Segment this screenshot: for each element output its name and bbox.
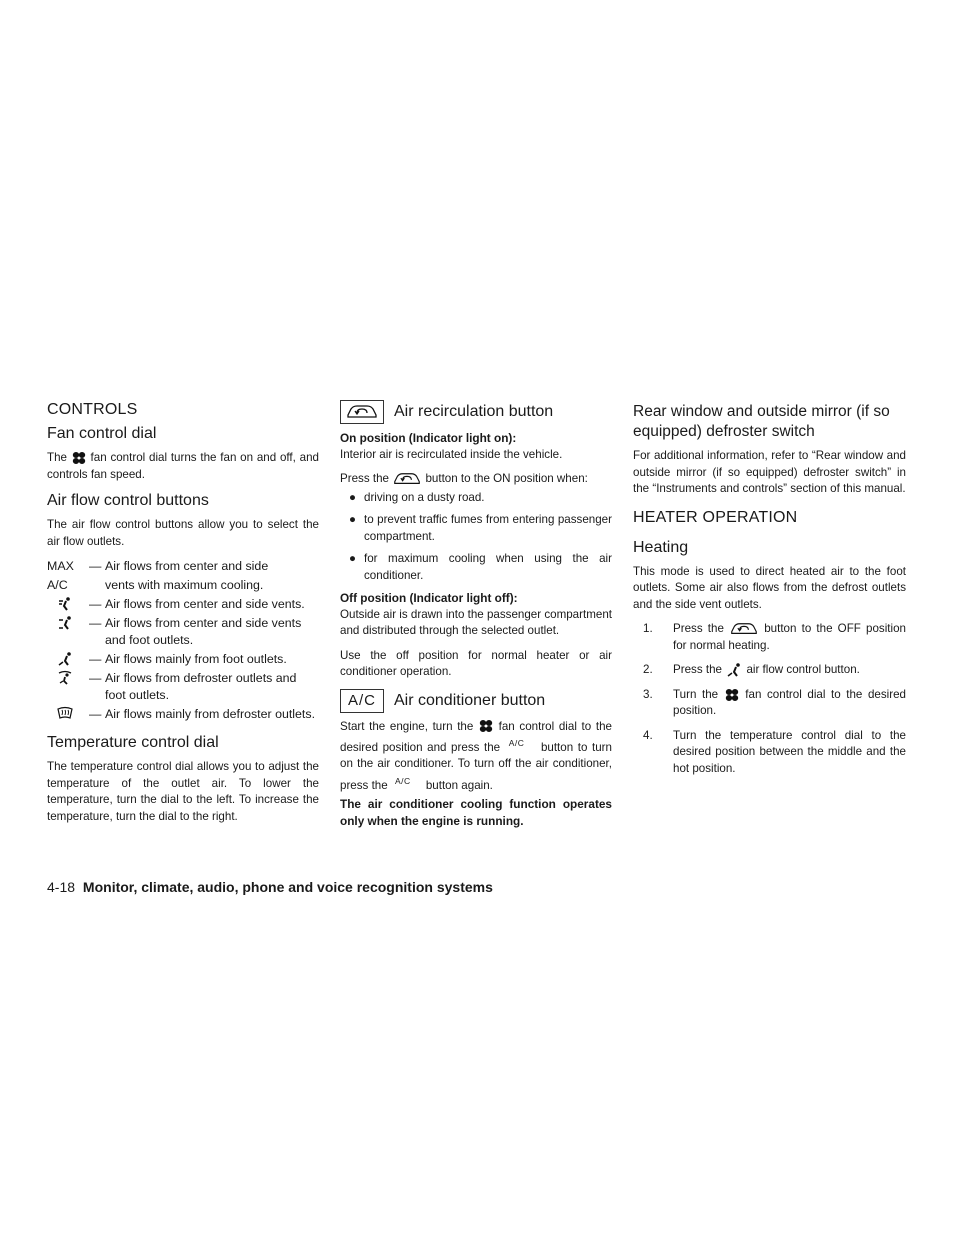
defroster-icon xyxy=(47,706,89,723)
section-title-controls: CONTROLS xyxy=(47,401,138,418)
step-text-a: Press the xyxy=(673,663,722,677)
on-position-text: Interior air is recirculated inside the vehicle. xyxy=(340,447,563,461)
airflow-text: Air flows from defroster outlets and foot outlets. xyxy=(105,671,297,702)
recirculation-icon xyxy=(729,622,759,636)
page-number: 4-18 xyxy=(47,879,76,895)
airflow-row-ac xyxy=(47,577,319,594)
airflow-row-foot xyxy=(47,651,319,668)
ac-box-label: A/C xyxy=(347,692,376,709)
step-text-b: button to the OFF position for normal heating. xyxy=(673,622,906,652)
step-number: 3. xyxy=(643,687,653,701)
fan-paragraph xyxy=(47,450,319,483)
airflow-list xyxy=(47,558,319,723)
airflow-key-max: MAX xyxy=(47,559,74,573)
bullet: ● xyxy=(348,552,356,565)
airflow-text: vents with maximum cooling. xyxy=(105,578,264,592)
ac-icon-box xyxy=(340,689,384,713)
airflow-text: Air flows from center and side vents and foot outlets. xyxy=(105,616,302,647)
vent-foot-icon xyxy=(47,651,89,668)
rear-defroster-text: For additional information, refer to “Rear window and outside mirror (if so equipped) defroster switch” in the “Instruments and controls” section of this manual. xyxy=(633,449,906,495)
chapter-title: Monitor, climate, audio, phone and voice recognition systems xyxy=(82,879,493,895)
fan-text-a: The xyxy=(47,451,67,464)
list-item xyxy=(340,490,612,507)
ac-warning: The air conditioner cooling function operates only when the engine is running. xyxy=(340,797,612,828)
recirculation-icon xyxy=(345,403,379,421)
recirculation-icon xyxy=(392,472,422,486)
ac-text-a: Start the engine, turn the xyxy=(340,719,474,733)
airflow-text: Air flows from center and side vents. xyxy=(105,597,305,611)
list-item xyxy=(633,728,906,778)
temp-paragraph: The temperature control dial allows you to adjust the temperature of the outlet air. To lower the temperature, turn the dial to the left. To increase the temperature, turn the dial to the right. xyxy=(47,760,319,823)
dash: — xyxy=(89,559,102,573)
section-title-heater: HEATER OPERATION xyxy=(633,508,798,526)
list-item xyxy=(340,512,612,545)
vent-foot-icon xyxy=(725,662,743,678)
dash: — xyxy=(89,616,102,630)
dash: — xyxy=(89,671,102,685)
dash: — xyxy=(89,597,102,611)
list-item xyxy=(633,621,906,654)
step-text-a: Press the xyxy=(673,622,724,635)
airflow-row-defrost xyxy=(47,706,319,723)
column-3 xyxy=(633,400,906,785)
step-text-a: Turn the xyxy=(673,687,719,701)
fan-icon xyxy=(724,688,740,702)
recirc-heading-row xyxy=(340,400,612,424)
heading-heating: Heating xyxy=(633,538,689,556)
ac-text-c: button to turn on the air conditioner. To turn off the air conditioner, press the xyxy=(340,740,612,792)
column-1 xyxy=(47,400,319,833)
spacer xyxy=(89,577,105,594)
step-text-b: fan control dial to the desired position. xyxy=(673,687,906,718)
airflow-key-ac: A/C xyxy=(47,578,68,592)
column-2 xyxy=(340,400,612,829)
off-position-text: Outside air is drawn into the passenger compartment and distributed through the selected outlet. xyxy=(340,607,612,637)
recirc-icon-box xyxy=(340,400,384,424)
fan-text-b: fan control dial turns the fan on and off, and controls fan speed. xyxy=(47,451,319,481)
bullet: ● xyxy=(348,490,356,504)
step-number: 2. xyxy=(643,663,653,676)
heading-rear-defroster: Rear window and outside mirror (if so equipped) defroster switch xyxy=(633,403,890,440)
heading-fan-control-dial: Fan control dial xyxy=(47,425,157,442)
ac-heading-row xyxy=(340,689,612,713)
press-text-b: button to the ON position when: xyxy=(425,472,588,485)
vent-foot-defrost-icon xyxy=(47,670,89,704)
vent-bilevel-icon xyxy=(47,615,89,649)
bullet-text: driving on a dusty road. xyxy=(364,490,485,504)
ac-text-b: fan control dial to the desired position and press the xyxy=(340,719,612,754)
airflow-row-face xyxy=(47,596,319,613)
bullet-text: for maximum cooling when using the air conditioner. xyxy=(364,552,612,582)
on-position-label: On position (Indicator light on): xyxy=(340,431,517,445)
airflow-row-bilevel xyxy=(47,615,319,649)
step-number: 1. xyxy=(643,622,653,635)
airflow-text: Air flows mainly from defroster outlets. xyxy=(105,707,316,721)
press-paragraph xyxy=(340,471,612,488)
step-text-b: air flow control button. xyxy=(746,663,860,677)
heading-air-conditioner: Air conditioner button xyxy=(394,691,546,709)
heating-steps xyxy=(633,621,906,777)
bullet-text: to prevent traffic fumes from entering passenger compartment. xyxy=(364,513,612,543)
dash: — xyxy=(89,707,102,721)
list-item xyxy=(633,662,906,679)
step-text: Turn the temperature control dial to the desired position between the middle and the hot position. xyxy=(673,728,906,775)
page-footer xyxy=(47,879,493,895)
heading-temperature-dial: Temperature control dial xyxy=(47,734,219,751)
off-use-text: Use the off position for normal heater or air conditioner operation. xyxy=(340,648,612,678)
list-item xyxy=(633,687,906,720)
step-text xyxy=(667,687,906,720)
list-item xyxy=(340,551,612,584)
heading-air-recirculation: Air recirculation button xyxy=(394,403,554,420)
fan-icon xyxy=(71,451,87,465)
airflow-row-max xyxy=(47,558,319,575)
heading-air-flow-buttons: Air flow control buttons xyxy=(47,492,209,509)
step-text xyxy=(667,621,906,654)
airflow-row-foot-defrost xyxy=(47,670,319,704)
ac-inline-label: A/C xyxy=(394,775,411,786)
ac-text-d: button again. xyxy=(425,778,493,792)
fan-icon xyxy=(478,719,494,733)
dash: — xyxy=(89,652,102,666)
airflow-text: Air flows mainly from foot outlets. xyxy=(105,652,287,666)
airflow-intro: The air flow control buttons allow you to select the air flow outlets. xyxy=(47,518,319,548)
step-number: 4. xyxy=(643,728,653,742)
heating-text: This mode is used to direct heated air to the foot outlets. Some air also flows from the defrost outlets and the side vent outlets. xyxy=(633,564,906,611)
ac-paragraph xyxy=(340,719,612,795)
ac-inline-label: A/C xyxy=(508,738,525,748)
vent-face-icon xyxy=(47,596,89,613)
press-text-a: Press the xyxy=(340,472,389,485)
recirc-bullets xyxy=(340,490,612,585)
step-text xyxy=(667,662,906,679)
bullet: ● xyxy=(348,513,356,526)
airflow-text: Air flows from center and side xyxy=(105,559,269,573)
off-position-label: Off position (Indicator light off): xyxy=(340,591,518,605)
